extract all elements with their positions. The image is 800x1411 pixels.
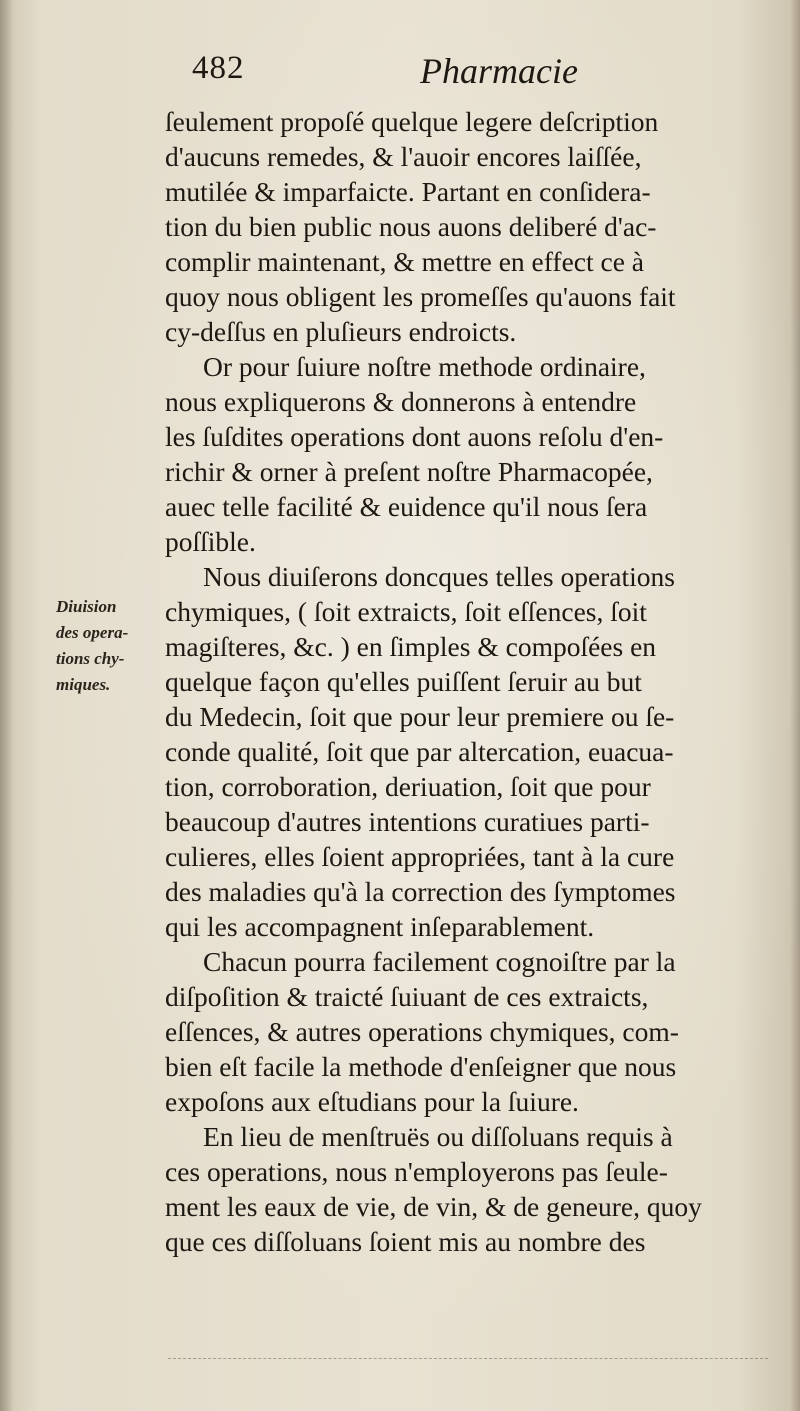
page-header — [192, 50, 622, 96]
text-line: quelque façon qu'elles puiſſent ſeruir au but — [165, 666, 642, 697]
page-number: 482 — [192, 50, 245, 86]
marginal-note-line: miques. — [56, 675, 111, 694]
text-line: cy-deſſus en pluſieurs endroicts. — [165, 316, 517, 347]
paragraph-start-line: Nous diuiſerons doncques telles operations — [203, 561, 675, 592]
text-line: mutilée & imparfaicte. Partant en conſidera- — [165, 176, 651, 207]
text-line: beaucoup d'autres intentions curatiues parti- — [165, 806, 650, 837]
text-line: complir maintenant, & mettre en effect ce à — [165, 246, 644, 277]
text-line: quoy nous obligent les promeſſes qu'auons fait — [165, 281, 676, 312]
text-line: les ſuſdites operations dont auons reſolu d'en- — [165, 421, 664, 452]
text-line: conde qualité, ſoit que par altercation, euacua- — [165, 736, 674, 767]
text-line: diſpoſition & traicté ſuiuant de ces extraicts, — [165, 981, 649, 1012]
marginal-note — [56, 594, 166, 698]
marginal-note-line: tions chy- — [56, 649, 125, 668]
text-line: richir & orner à preſent noſtre Pharmacopée, — [165, 456, 653, 487]
text-line: auec telle facilité & euidence qu'il nous ſera — [165, 491, 648, 522]
text-line: d'aucuns remedes, & l'auoir encores laiſſée, — [165, 141, 642, 172]
text-line: chymiques, ( ſoit extraicts, ſoit eſſences, ſoit — [165, 596, 647, 627]
marginal-note-line: des opera- — [56, 623, 129, 642]
body-text — [165, 104, 795, 1259]
text-line: poſſible. — [165, 526, 256, 557]
paragraph-start-line: Or pour ſuiure noſtre methode ordinaire, — [203, 351, 646, 382]
text-line: bien eſt facile la methode d'enſeigner que nous — [165, 1051, 677, 1082]
text-line: ces operations, nous n'employerons pas ſeule- — [165, 1156, 668, 1187]
text-line: tion, corroboration, deriuation, ſoit que pour — [165, 771, 651, 802]
text-line: eſſences, & autres operations chymiques, com- — [165, 1016, 679, 1047]
text-line: qui les accompagnent inſeparablement. — [165, 911, 595, 942]
page-bottom-edge — [168, 1358, 768, 1360]
paragraph-start-line: En lieu de menſtruës ou diſſoluans requis à — [203, 1121, 673, 1152]
text-line: expoſons aux eſtudians pour la ſuiure. — [165, 1086, 579, 1117]
text-line: nous expliquerons & donnerons à entendre — [165, 386, 637, 417]
text-line: ſeulement propoſé quelque legere deſcription — [165, 106, 659, 137]
paragraph-start-line: Chacun pourra facilement cognoiſtre par la — [203, 946, 676, 977]
marginal-note-line: Diuision — [56, 597, 117, 616]
text-line: des maladies qu'à la correction des ſymptomes — [165, 876, 676, 907]
text-line: tion du bien public nous auons deliberé d'ac- — [165, 211, 657, 242]
text-line: ment les eaux de vie, de vin, & de geneure, quoy — [165, 1191, 702, 1222]
text-line: que ces diſſoluans ſoient mis au nombre des — [165, 1226, 646, 1257]
text-line: culieres, elles ſoient appropriées, tant à la cure — [165, 841, 675, 872]
text-line: magiſteres, &c. ) en ſimples & compoſées en — [165, 631, 657, 662]
text-line: du Medecin, ſoit que pour leur premiere ou ſe- — [165, 701, 675, 732]
running-title: Pharmacie — [420, 51, 578, 91]
